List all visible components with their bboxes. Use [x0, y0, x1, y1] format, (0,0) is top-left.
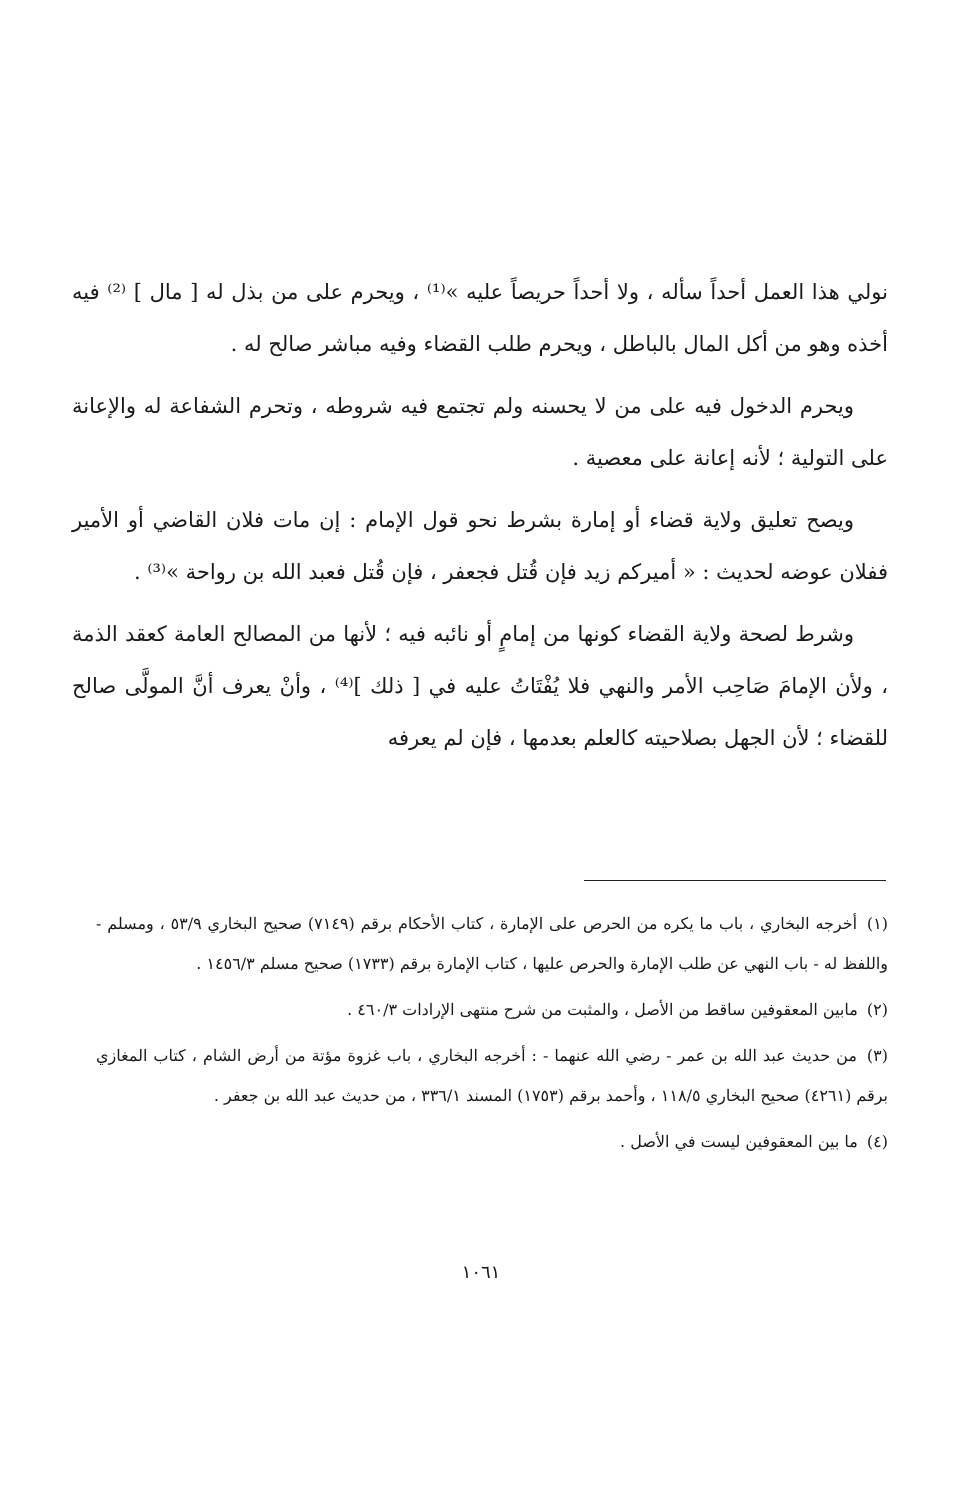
paragraph-4: وشرط لصحة ولاية القضاء كونها من إمامٍ أو نائبه فيه ؛ لأنها من المصالح العامة كعقد الذمة ، ولأن الإمامَ صَاحِب الأمر والنهي فلا يُفْتَاتُ عليه في [ ذلك ]⁽⁴⁾ ، وأنْ يعرف أنَّ المولَّى صالح للقضاء ؛ لأن الجهل بصلاحيته كالعلم بعدمها ، فإن لم يعرفه: [72, 622, 888, 750]
footnote-text: أخرجه البخاري ، باب ما يكره من الحرص على الإمارة ، كتاب الأحكام برقم (٧١٤٩) صحيح البخاري ٥٣/٩ ، ومسلم - واللفظ له - باب النهي عن طلب الإمارة والحرص عليها ، كتاب الإمارة برقم (١٧٣٣) صحيح مسلم ١٤٥٦/٣ .: [96, 914, 888, 973]
footnote-1: [96, 904, 888, 984]
footnotes: [96, 904, 888, 1168]
footnote-text: مابين المعقوفين ساقط من الأصل ، والمثبت من شرح منتهى الإرادات ٤٦٠/٣ .: [347, 1000, 858, 1019]
footnote-number: (١): [866, 914, 889, 933]
footnote-3: [96, 1036, 888, 1116]
paragraph-3: ويصح تعليق ولاية قضاء أو إمارة بشرط نحو قول الإمام : إن مات فلان القاضي أو الأمير ففلان عوضه لحديث : « أميركم زيد فإن قُتل فجعفر ، فإن قُتل فعبد الله بن رواحة »⁽³⁾ .: [72, 508, 888, 584]
footnote-2: [96, 990, 888, 1030]
footnote-number: (٤): [866, 1132, 888, 1151]
page-number: ١٠٦١: [461, 1262, 501, 1283]
footnote-text: من حديث عبد الله بن عمر - رضي الله عنهما - : أخرجه البخاري ، باب غزوة مؤتة من أرض الشام ، كتاب المغازي برقم (٤٢٦١) صحيح البخاري ١١٨/٥ ، وأحمد برقم (١٧٥٣) المسند ٣٣٦/١ ، من حديث عبد الله بن جعفر .: [96, 1046, 888, 1105]
footnote-number: (٢): [866, 1000, 888, 1019]
paragraph-2: ويحرم الدخول فيه على من لا يحسنه ولم تجتمع فيه شروطه ، وتحرم الشفاعة له والإعانة على التولية ؛ لأنه إعانة على معصية .: [72, 394, 888, 470]
footnote-4: [96, 1122, 888, 1162]
footnote-number: (٣): [866, 1046, 888, 1065]
main-text: [72, 266, 888, 774]
footnote-text: ما بين المعقوفين ليست في الأصل .: [620, 1132, 858, 1151]
paragraph-1: نولي هذا العمل أحداً سأله ، ولا أحداً حريصاً عليه »⁽¹⁾ ، ويحرم على من بذل له [ مال ] ⁽²⁾ فيه أخذه وهو من أكل المال بالباطل ، ويحرم طلب القضاء وفيه مباشر صالح له .: [72, 280, 888, 356]
footnote-divider: [584, 880, 886, 881]
